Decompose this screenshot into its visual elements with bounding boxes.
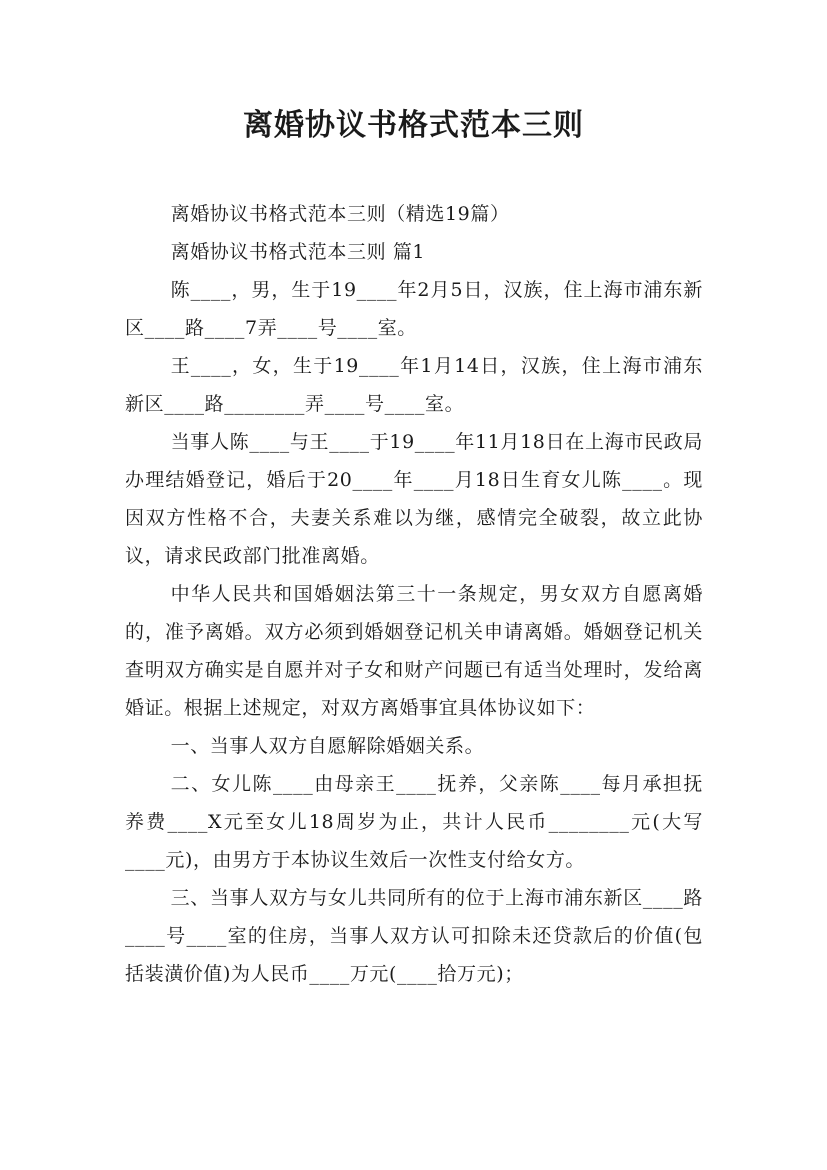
paragraph-section-heading: 离婚协议书格式范本三则 篇1 [170, 241, 426, 263]
paragraph-intro: 离婚协议书格式范本三则（精选19篇） [170, 203, 510, 225]
paragraph-marriage-facts: 当事人陈____与王____于19____年11月18日在上海市民政局办理结婚登记，婚后于20____年____月18日生育女儿陈____。现因双方性格不合，夫妻关系难以为继，感情完全破裂，故立此协议，请求民政部门批准离婚。 [125, 431, 703, 567]
paragraph-clause-1: 一、当事人双方自愿解除婚姻关系。 [170, 735, 485, 757]
paragraph-clause-3: 三、当事人双方与女儿共同所有的位于上海市浦东新区____路____号____室的住房，当事人双方认可扣除未还贷款后的价值(包括装潢价值)为人民币____万元(____拾万元)； [125, 887, 703, 985]
paragraph-legal-basis: 中华人民共和国婚姻法第三十一条规定，男女双方自愿离婚的，准予离婚。双方必须到婚姻登记机关申请离婚。婚姻登记机关查明双方确实是自愿并对子女和财产问题已有适当处理时，发给离婚证。根据上述规定，对双方离婚事宜具体协议如下： [125, 583, 703, 719]
paragraph-clause-2: 二、女儿陈____由母亲王____抚养，父亲陈____每月承担抚养费____X元至女儿18周岁为止，共计人民币________元(大写____元)，由男方于本协议生效后一次性支付给女方。 [125, 773, 703, 871]
document-title: 离婚协议书格式范本三则 [243, 108, 584, 143]
paragraph-party-chen: 陈____，男，生于19____年2月5日，汉族，住上海市浦东新区____路____7弄____号____室。 [125, 279, 703, 339]
document-body [125, 195, 703, 993]
paragraph-party-wang: 王____，女，生于19____年1月14日，汉族，住上海市浦东新区____路________弄____号____室。 [125, 355, 703, 415]
